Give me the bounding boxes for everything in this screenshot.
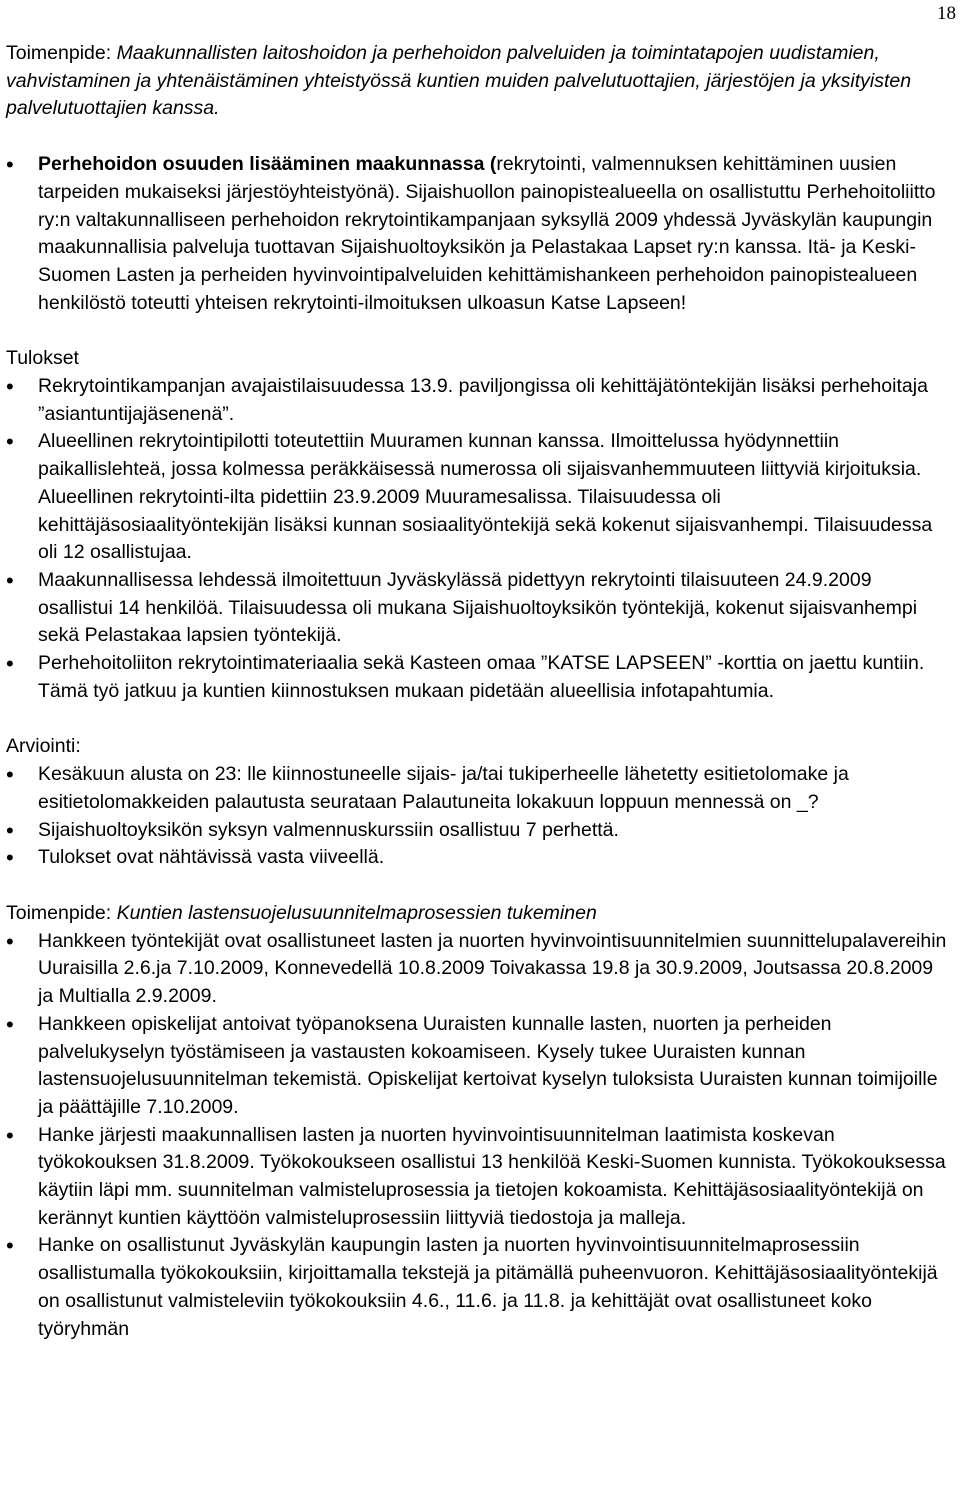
list-item: • Tulokset ovat nähtävissä vasta viiveellä. [6, 844, 950, 872]
section1-label: Toimenpide: [6, 42, 117, 64]
list-item: • Hanke on osallistunut Jyväskylän kaupungin lasten ja nuorten hyvinvointisuunnitelmaprosessiin osallistumalla työkokouksiin, kirjoittamalla tekstejä ja pitämällä puheenvuoron. Kehittäjäsosiaalityöntekijä on osallistunut valmisteleviin työkokouksiin 4.6., 11.6. ja 11.8. ja kehittäjät ovat osallistuneet koko työryhmän [6, 1232, 950, 1343]
section1-bullets [6, 151, 950, 317]
list-item: • Sijaishuoltoyksikön syksyn valmennuskurssiin osallistuu 7 perhettä. [6, 817, 950, 845]
section2-list [6, 928, 950, 1344]
list-item: • Perhehoitoliiton rekrytointimateriaalia sekä Kasteen omaa ”KATSE LAPSEEN” -korttia on jaettu kuntiin. Tämä työ jatkuu ja kuntien kiinnostuksen mukaan pidetään alueellisia infotapahtumia. [6, 650, 950, 705]
list-item: • Hankkeen työntekijät ovat osallistuneet lasten ja nuorten hyvinvointisuunnitelmien suunnittelupalavereihin Uuraisilla 2.6.ja 7.10.2009, Konnevedellä 10.8.2009 Toivakassa 19.8 ja 30.9.2009, Joutsassa 20.8.2009 ja Multialla 2.9.2009. [6, 928, 950, 1011]
section2-label: Toimenpide: [6, 901, 117, 924]
section2-title: Kuntien lastensuojelusuunnitelmaprosessien tukeminen [116, 901, 597, 924]
section1-title: Maakunnallisten laitoshoidon ja perhehoidon palveluiden ja toimintatapojen uudistamien, vahvistaminen ja yhtenäistäminen yhteistyössä kuntien muiden palvelutuottajien, järjestöjen ja yksityisten palvelutuottajien kanssa. [6, 42, 912, 120]
list-item [6, 151, 950, 317]
evaluation-heading: Arviointi: [6, 735, 81, 758]
bullet-bold-lead: Perhehoidon osuuden lisääminen maakunnassa ( [38, 153, 497, 176]
page-number: 18 [937, 3, 956, 24]
list-item: • Hankkeen opiskelijat antoivat työpanoksena Uuraisten kunnalle lasten, nuorten ja perheiden palvelukyselyn työstämiseen ja vastausten kokoamiseen. Kysely tukee Uuraisten kunnan lastensuojelusuunnitelman tekemistä. Opiskelijat kertoivat kyselyn tuloksista Uuraisten kunnan toimijoille ja päättäjille 7.10.2009. [6, 1011, 950, 1122]
results-heading: Tulokset [6, 347, 79, 370]
section2-heading [6, 900, 950, 928]
section1-heading [6, 40, 950, 123]
list-item: • Rekrytointikampanjan avajaistilaisuudessa 13.9. paviljongissa oli kehittäjätöntekijän lisäksi perhehoitaja ”asiantuntijajäsenenä”. [6, 373, 950, 428]
list-item: • Kesäkuun alusta on 23: lle kiinnostuneelle sijais- ja/tai tukiperheelle lähetetty esitietolomake ja esitietolomakkeiden palautusta seurataan Palautuneita lokakuun loppuun mennessä on _? [6, 761, 950, 816]
list-item: • Alueellinen rekrytointipilotti toteutettiin Muuramen kunnan kanssa. Ilmoittelussa hyödynnettiin paikallislehteä, jossa kolmessa peräkkäisessä numerossa oli sijaisvanhemmuuteen liittyviä kirjoituksia. Alueellinen rekrytointi-ilta pidettiin 23.9.2009 Muuramesalissa. Tilaisuudessa oli kehittäjäsosiaalityöntekijän lisäksi kunnan sosiaalityöntekijä sekä kokenut sijaisvanhempi. Tilaisuudessa oli 12 osallistujaa. [6, 428, 950, 567]
list-item: • Maakunnallisessa lehdessä ilmoitettuun Jyväskylässä pidettyyn rekrytointi tilaisuuteen 24.9.2009 osallistui 14 henkilöä. Tilaisuudessa oli mukana Sijaishuoltoyksikön työntekijä, kokenut sijaisvanhempi sekä Pelastakaa lapsien työntekijä. [6, 567, 950, 650]
bullet-text: rekrytointi, valmennuksen kehittäminen uusien tarpeiden mukaiseksi järjestöyhteistyönä). Sijaishuollon painopistealueella on osallistuttu Perhehoitoliitto ry:n valtakunnalliseen perhehoidon rekrytointikampanjaan syksyllä 2009 yhdessä Jyväskylän kaupungin maakunnallisia palveluja tuottavan Sijaishuoltoyksikön ja Pelastakaa Lapset ry:n kanssa. Itä- ja Keski-Suomen Lasten ja perheiden hyvinvointipalveluiden kehittämishankeen perhehoidon painopistealueen henkilöstö toteutti yhteisen rekrytointi-ilmoituksen ulkoasun Katse Lapseen! [38, 153, 936, 314]
results-list [6, 373, 950, 705]
evaluation-list [6, 761, 950, 872]
list-item: • Hanke järjesti maakunnallisen lasten ja nuorten hyvinvointisuunnitelman laatimista koskevan työkokouksen 31.8.2009. Työkokoukseen osallistui 13 henkilöä Keski-Suomen kunnista. Työkokouksessa käytiin läpi mm. suunnitelman valmisteluprosessia ja tietojen kokoamista. Kehittäjäsosiaalityöntekijä on kerännyt kuntien käyttöön valmisteluprosessiin liittyviä tiedostoja ja malleja. [6, 1122, 950, 1233]
document-body [6, 40, 950, 1343]
